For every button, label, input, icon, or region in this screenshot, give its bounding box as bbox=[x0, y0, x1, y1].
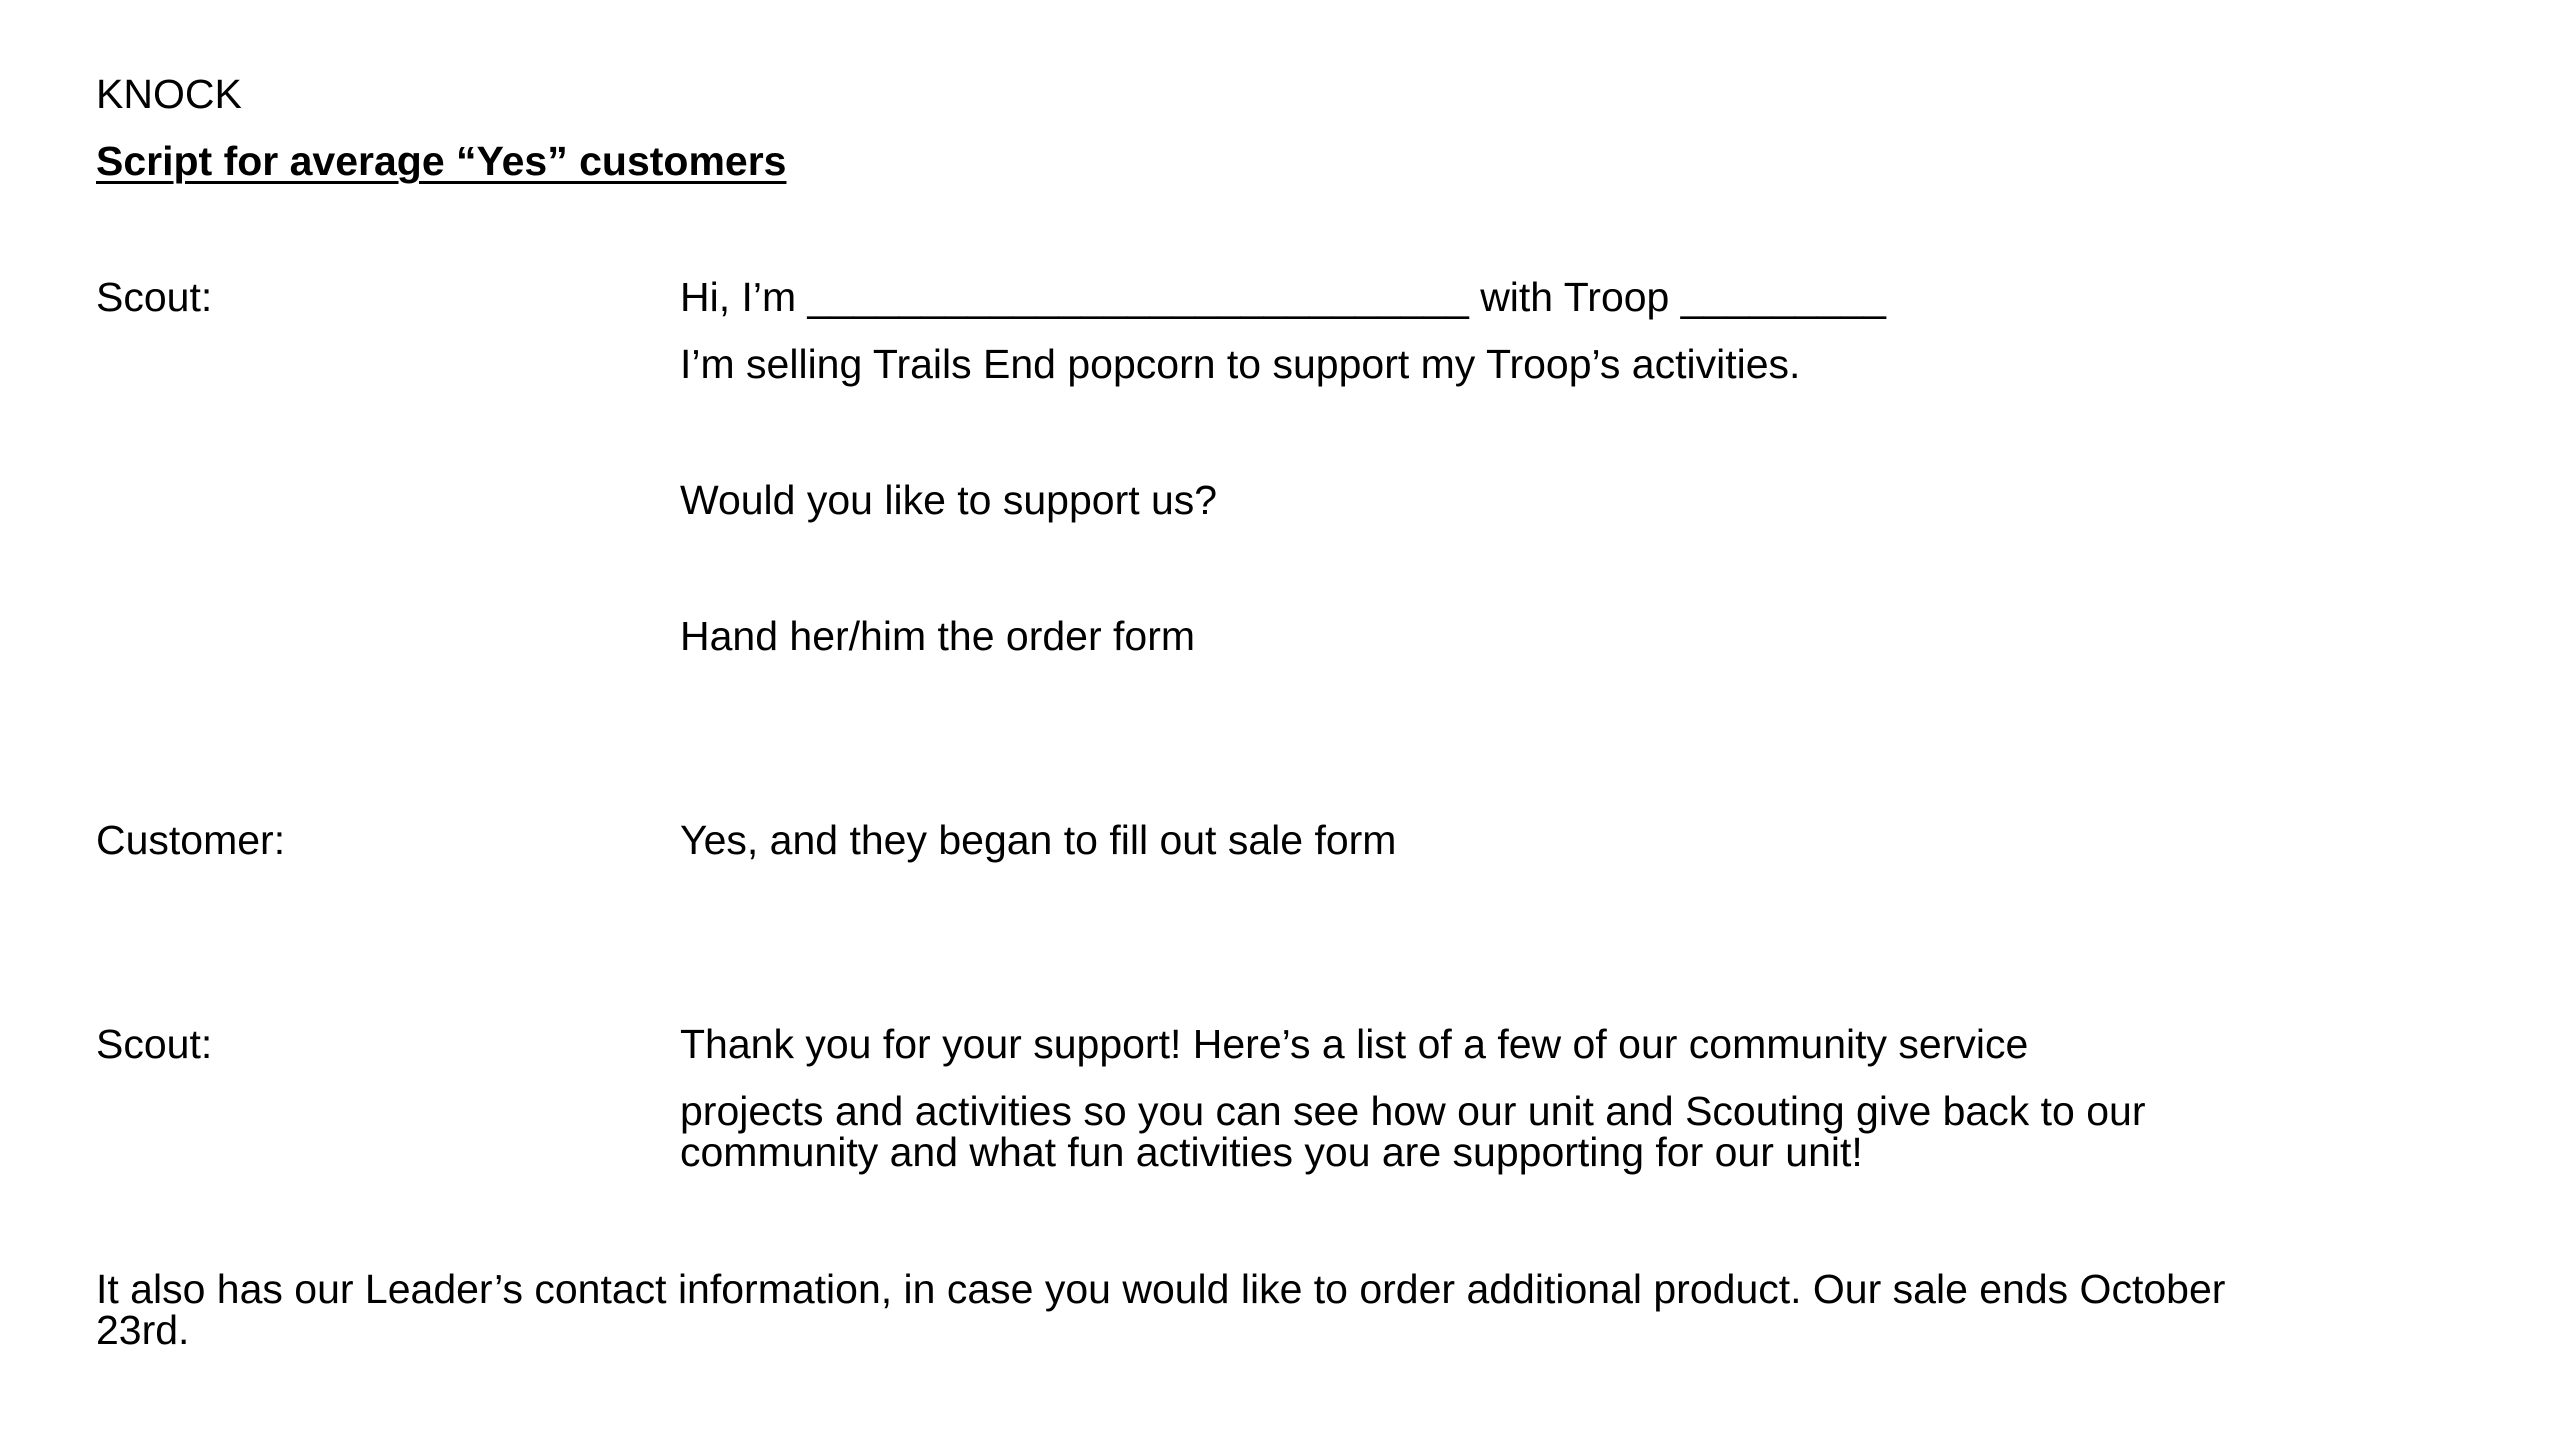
scout-line-selling: I’m selling Trails End popcorn to support my Troop’s activities. bbox=[680, 341, 1801, 387]
speaker-label-customer: Customer: bbox=[96, 817, 286, 863]
customer-line-response: Yes, and they began to fill out sale form bbox=[680, 817, 1397, 863]
speaker-label-scout-2: Scout: bbox=[96, 1021, 213, 1067]
scout-line-community: community and what fun activities you are supporting for our unit! bbox=[680, 1129, 1863, 1175]
document-title: Script for average “Yes” customers bbox=[96, 138, 787, 184]
closing-line-1: It also has our Leader’s contact information, in case you would like to order additional product. Our sale ends October bbox=[96, 1266, 2226, 1312]
heading-knock: KNOCK bbox=[96, 71, 242, 117]
closing-line-2: 23rd. bbox=[96, 1307, 190, 1353]
scout-line-intro: Hi, I’m _____________________________ with Troop _________ bbox=[680, 274, 1886, 320]
speaker-label-scout-1: Scout: bbox=[96, 274, 213, 320]
scout-line-thanks: Thank you for your support! Here’s a list of a few of our community service bbox=[680, 1021, 2029, 1067]
scout-line-hand-form: Hand her/him the order form bbox=[680, 613, 1196, 659]
scout-line-question: Would you like to support us? bbox=[680, 477, 1218, 523]
scout-line-projects: projects and activities so you can see how our unit and Scouting give back to our bbox=[680, 1088, 2146, 1134]
